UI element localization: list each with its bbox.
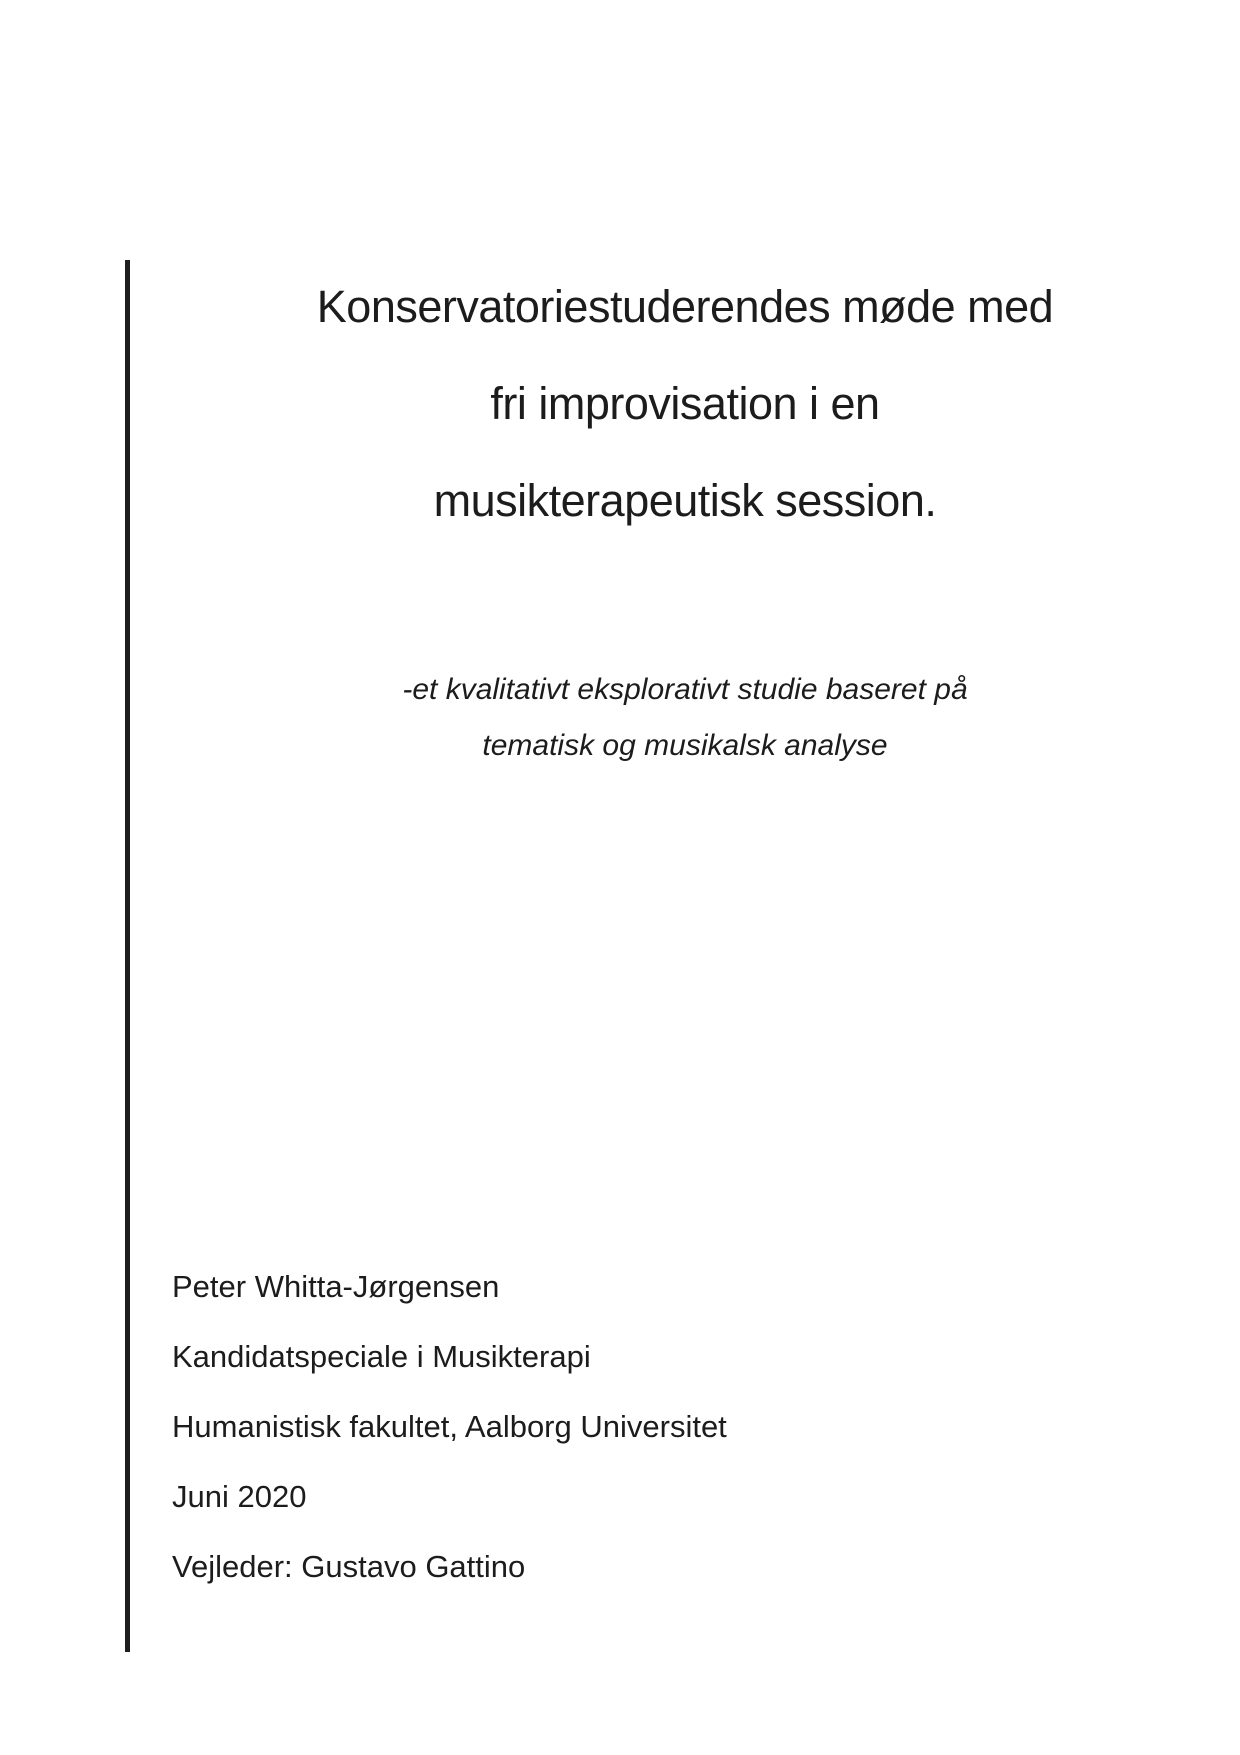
title-line-1: Konservatoriestuderendes møde med — [316, 281, 1054, 332]
subtitle-line-2: tematisk og musikalsk analyse — [482, 729, 888, 762]
author-details-block — [172, 1252, 727, 1602]
subtitle-line-1: -et kvalitativt eksplorativt studie baseret på — [402, 673, 968, 706]
institution-name: Humanistisk fakultet, Aalborg Universitet — [172, 1409, 727, 1444]
program-name: Kandidatspeciale i Musikterapi — [172, 1339, 591, 1374]
supervisor-name: Vejleder: Gustavo Gattino — [172, 1549, 526, 1584]
title-line-2: fri improvisation i en — [490, 378, 880, 429]
publication-date: Juni 2020 — [172, 1479, 307, 1514]
thesis-title — [130, 258, 1240, 549]
author-name: Peter Whitta-Jørgensen — [172, 1269, 500, 1304]
title-line-3: musikterapeutisk session. — [433, 475, 937, 526]
thesis-subtitle — [130, 662, 1240, 774]
